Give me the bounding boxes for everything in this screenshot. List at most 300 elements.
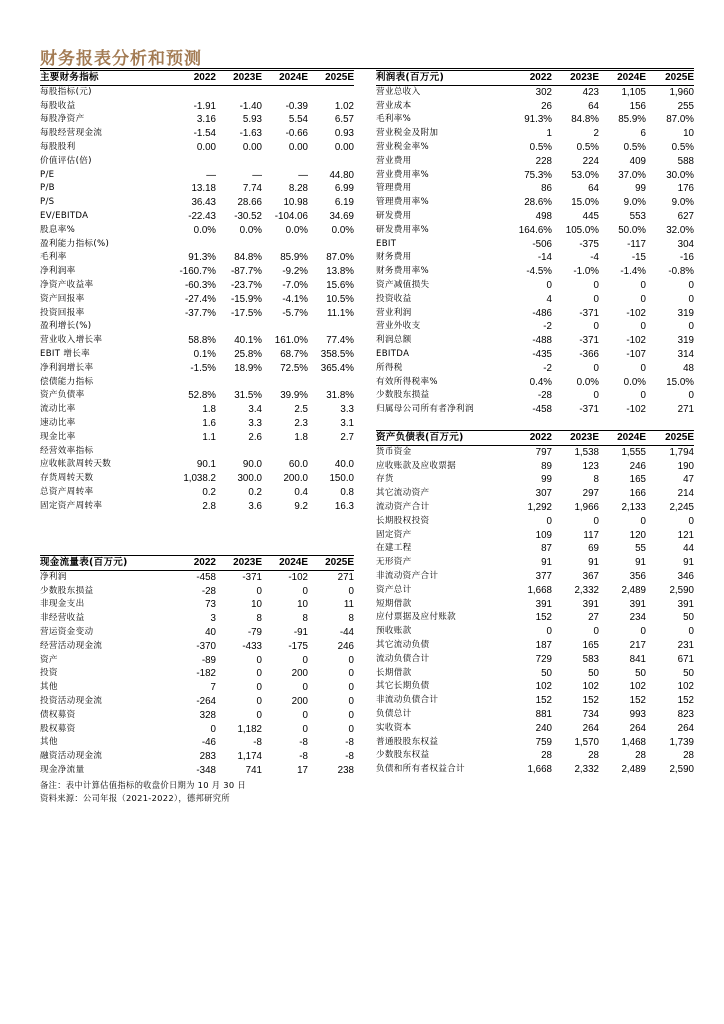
cell-value <box>216 238 262 252</box>
table-row <box>40 348 354 362</box>
table-row <box>40 362 354 376</box>
cell-value: 11.1% <box>326 307 354 319</box>
cell-value: 1.02 <box>334 100 354 112</box>
table-row <box>376 403 694 417</box>
row-label: 净利润增长率 <box>40 362 94 373</box>
cell-value: 50 <box>683 612 694 624</box>
cell-value: 85.9% <box>280 252 308 264</box>
table-row <box>376 251 694 265</box>
cell-value: 64 <box>588 100 599 112</box>
row-label: 流动资产合计 <box>376 501 430 512</box>
cell-value <box>170 155 216 169</box>
table-row <box>376 722 694 736</box>
cell-value: 0.93 <box>334 128 354 140</box>
cell-value: 0 <box>256 654 262 666</box>
cell-value: 0 <box>302 709 308 721</box>
cell-value: 0.00 <box>196 141 216 153</box>
cell-value: 0.00 <box>242 141 262 153</box>
row-label: EBIT <box>376 238 397 249</box>
cell-value: 91 <box>588 557 599 569</box>
table-row <box>40 445 354 459</box>
cell-value: 0 <box>348 585 354 597</box>
cell-value: 164.6% <box>518 224 552 236</box>
cell-value: -16 <box>679 252 694 264</box>
cell-value: 0 <box>302 585 308 597</box>
balance-sheet-table <box>376 430 694 777</box>
cell-value: 391 <box>629 598 646 610</box>
row-label: 营业费用率% <box>376 169 429 180</box>
cell-value: 588 <box>677 155 694 167</box>
cell-value: 121 <box>677 529 694 541</box>
cell-value: 0 <box>688 626 694 638</box>
cell-value: 0 <box>640 515 646 527</box>
cell-value: -30.52 <box>234 210 262 222</box>
row-label: 实收资本 <box>376 722 412 733</box>
table-row <box>376 460 694 474</box>
row-label: 存货周转天数 <box>40 473 94 484</box>
row-label: 其他 <box>40 737 58 748</box>
row-label: 价值评估(倍) <box>40 155 92 166</box>
cell-value: 297 <box>582 488 599 500</box>
cell-value: -370 <box>196 640 216 652</box>
cell-value: 91 <box>541 557 552 569</box>
row-label: 非现金支出 <box>40 599 85 610</box>
row-label: 少数股东损益 <box>376 390 430 401</box>
row-label: 利润总额 <box>376 335 412 346</box>
table-row <box>376 265 694 279</box>
cell-value: 87.0% <box>326 252 354 264</box>
cell-value: 6.99 <box>334 183 354 195</box>
row-label: EV/EBITDA <box>40 210 89 221</box>
cell-value: 0.8 <box>340 486 354 498</box>
cell-value: 377 <box>535 570 552 582</box>
cell-value: -22.43 <box>188 210 216 222</box>
row-label: 资产负债表(百万元) <box>376 431 506 446</box>
cell-value: 28 <box>635 750 646 762</box>
cell-value: 161.0% <box>274 335 308 347</box>
page-title: 财务报表分析和预测 <box>40 49 202 69</box>
cell-value: -9.2% <box>282 266 308 278</box>
table-row <box>40 736 354 750</box>
cell-value: 302 <box>535 86 552 98</box>
table-header <box>40 71 354 86</box>
cell-value: 1,794 <box>669 446 694 458</box>
cell-value: 0 <box>256 585 262 597</box>
table-row <box>376 487 694 501</box>
cell-value: 445 <box>582 210 599 222</box>
cell-value: -1.91 <box>193 100 216 112</box>
cell-value: 89 <box>541 460 552 472</box>
cell-value: 2024E <box>599 431 646 446</box>
table-row <box>376 182 694 196</box>
cell-value: 53.0% <box>571 169 599 181</box>
cell-value <box>308 320 354 334</box>
cell-value: 200 <box>291 668 308 680</box>
cell-value: 841 <box>629 653 646 665</box>
cell-value: — <box>206 169 216 181</box>
table-row <box>376 736 694 750</box>
table-row <box>40 376 354 390</box>
cell-value: 823 <box>677 708 694 720</box>
cell-value: 1,105 <box>621 86 646 98</box>
cell-value: — <box>298 169 308 181</box>
cell-value: 3.4 <box>248 404 262 416</box>
cell-value: 9.2 <box>294 500 308 512</box>
cell-value: 0 <box>546 626 552 638</box>
cell-value: 91.3% <box>188 252 216 264</box>
cell-value: -79 <box>247 626 262 638</box>
cash-flow-table <box>40 555 354 778</box>
row-label: 管理费用 <box>376 183 412 194</box>
data-source-note: 资料来源：公司年报（2021-2022），德邦研究所 <box>40 792 230 803</box>
cell-value: 1,538 <box>574 446 599 458</box>
cell-value: 87.0% <box>666 114 694 126</box>
cell-value: 3.3 <box>340 404 354 416</box>
row-label: 主要财务指标 <box>40 71 170 86</box>
cell-value: — <box>252 169 262 181</box>
cell-value: 8.28 <box>288 183 308 195</box>
table-row <box>40 585 354 599</box>
cell-value: -1.63 <box>239 128 262 140</box>
cell-value: 314 <box>677 348 694 360</box>
cell-value: -117 <box>627 238 646 250</box>
cell-value: 176 <box>677 183 694 195</box>
cell-value: -433 <box>242 640 262 652</box>
row-label: P/E <box>40 169 55 180</box>
row-label: 偿债能力指标 <box>40 376 94 387</box>
table-row <box>40 695 354 709</box>
row-label: 负债总计 <box>376 708 412 719</box>
cell-value: 1,966 <box>574 501 599 513</box>
table-row <box>40 389 354 403</box>
cell-value: 52.8% <box>188 390 216 402</box>
cell-value: 10 <box>251 599 262 611</box>
table-row <box>40 141 354 155</box>
cell-value: 109 <box>535 529 552 541</box>
cell-value: 165 <box>582 639 599 651</box>
cell-value: 0 <box>688 279 694 291</box>
table-row <box>376 556 694 570</box>
table-row <box>40 458 354 472</box>
table-row <box>376 445 694 459</box>
row-label: 财务费用 <box>376 252 412 263</box>
row-label: 股息率% <box>40 224 76 235</box>
cell-value: 2022 <box>170 71 216 86</box>
table-header <box>376 71 694 86</box>
row-label: 毛利率% <box>376 114 412 125</box>
row-label: P/B <box>40 183 55 194</box>
cell-value: -104.06 <box>274 210 308 222</box>
cell-value: -46 <box>201 737 216 749</box>
cell-value: 69 <box>588 543 599 555</box>
row-label: 每股指标(元) <box>40 86 92 97</box>
cell-value: -506 <box>532 238 552 250</box>
cell-value: -8 <box>345 751 354 763</box>
cell-value: 0 <box>688 515 694 527</box>
cell-value: 234 <box>629 612 646 624</box>
cell-value: 283 <box>199 751 216 763</box>
table-row <box>376 694 694 708</box>
cell-value: -89 <box>201 654 216 666</box>
cell-value <box>308 376 354 390</box>
row-label: 盈利能力指标(%) <box>40 238 110 249</box>
cell-value: 91.3% <box>524 114 552 126</box>
table-row <box>376 113 694 127</box>
cell-value: -175 <box>288 640 308 652</box>
cell-value: -5.7% <box>282 307 308 319</box>
table-row <box>40 224 354 238</box>
cell-value: 0.5% <box>623 141 646 153</box>
table-row <box>376 749 694 763</box>
cell-value: 31.5% <box>234 390 262 402</box>
row-label: 资产 <box>40 654 58 665</box>
cell-value: 2 <box>593 128 599 140</box>
cell-value: 0 <box>256 709 262 721</box>
row-label: 流动负债合计 <box>376 653 430 664</box>
cell-value: 48 <box>683 362 694 374</box>
table-row <box>376 542 694 556</box>
cell-value: 8 <box>256 613 262 625</box>
row-label: 现金比率 <box>40 431 76 442</box>
cell-value: 15.0% <box>571 197 599 209</box>
row-label: 资产减值损失 <box>376 279 430 290</box>
cell-value: 91 <box>683 557 694 569</box>
table-row <box>376 238 694 252</box>
cell-value: 2,245 <box>669 501 694 513</box>
cell-value: 8 <box>593 474 599 486</box>
row-label: 非流动负债合计 <box>376 695 439 706</box>
cell-value: -0.39 <box>285 100 308 112</box>
row-label: 应收账款及应收票据 <box>376 460 457 471</box>
cell-value: 90.0 <box>242 459 262 471</box>
row-label: 无形资产 <box>376 557 412 568</box>
cell-value: 1,182 <box>237 723 262 735</box>
cell-value: 0.2 <box>202 486 216 498</box>
row-label: 经营活动现金流 <box>40 640 103 651</box>
cell-value: 50 <box>635 667 646 679</box>
table-row <box>376 224 694 238</box>
cell-value: 2,133 <box>621 501 646 513</box>
table-row <box>376 320 694 334</box>
table-row <box>40 251 354 265</box>
table-row <box>376 376 694 390</box>
row-label: 在建工程 <box>376 543 412 554</box>
cell-value: 346 <box>677 570 694 582</box>
cell-value: 2,489 <box>621 584 646 596</box>
valuation-date-note: 备注：表中计算估值指标的收盘价日期为 10 月 30 日 <box>40 780 247 790</box>
cell-value: 5.54 <box>288 114 308 126</box>
row-label: 非经营收益 <box>40 613 85 624</box>
cell-value: 0.0% <box>331 224 354 236</box>
cell-value: 0 <box>593 279 599 291</box>
table-row <box>376 141 694 155</box>
cell-value: 2.3 <box>294 417 308 429</box>
row-label: EBITDA <box>376 348 410 359</box>
row-label: P/S <box>40 197 55 208</box>
cell-value: -182 <box>196 668 216 680</box>
cell-value: 304 <box>677 238 694 250</box>
row-label: 现金净流量 <box>40 764 85 775</box>
cell-value: 25.8% <box>234 348 262 360</box>
cell-value <box>308 85 354 99</box>
cell-value: 0 <box>348 709 354 721</box>
cell-value: 9.0% <box>671 197 694 209</box>
cell-value: 358.5% <box>320 348 354 360</box>
cell-value: 73 <box>205 599 216 611</box>
cell-value: 0.0% <box>285 224 308 236</box>
cell-value: 44.80 <box>329 169 354 181</box>
cell-value: 50 <box>588 667 599 679</box>
cell-value <box>170 85 216 99</box>
cell-value: 627 <box>677 210 694 222</box>
cell-value: 0 <box>640 626 646 638</box>
cell-value: 2022 <box>506 431 552 446</box>
cell-value: 152 <box>629 695 646 707</box>
table-row <box>376 307 694 321</box>
cell-value: 26 <box>541 100 552 112</box>
cell-value: 0 <box>302 654 308 666</box>
cell-value: 300.0 <box>237 473 262 485</box>
row-label: 货币资金 <box>376 446 412 457</box>
cell-value: 741 <box>245 764 262 776</box>
cell-value: 37.0% <box>618 169 646 181</box>
table-row <box>40 472 354 486</box>
cell-value: 102 <box>535 681 552 693</box>
cell-value: -486 <box>532 307 552 319</box>
cell-value: 11 <box>343 599 354 611</box>
cell-value: 264 <box>677 722 694 734</box>
cell-value: 1,668 <box>527 764 552 776</box>
table-row <box>376 570 694 584</box>
table-row <box>376 625 694 639</box>
cell-value: 391 <box>677 598 694 610</box>
cell-value: 0 <box>688 321 694 333</box>
cell-value: 28.66 <box>237 197 262 209</box>
table-row <box>40 640 354 654</box>
row-label: 其它流动资产 <box>376 488 430 499</box>
cell-value: 1,739 <box>669 736 694 748</box>
cell-value: -60.3% <box>184 279 216 291</box>
row-label: 研发费用 <box>376 210 412 221</box>
cell-value: -15.9% <box>230 293 262 305</box>
table-row <box>40 279 354 293</box>
table-row <box>40 570 354 584</box>
cell-value: 75.3% <box>524 169 552 181</box>
table-row <box>40 626 354 640</box>
cell-value: -8 <box>299 737 308 749</box>
cell-value: 319 <box>677 307 694 319</box>
cell-value: 0.0% <box>576 376 599 388</box>
cell-value: 40.0 <box>334 459 354 471</box>
cell-value: -1.40 <box>239 100 262 112</box>
row-label: 管理费用率% <box>376 197 429 208</box>
cell-value: 0.2 <box>248 486 262 498</box>
cell-value: 10 <box>297 599 308 611</box>
cell-value: 1,174 <box>237 751 262 763</box>
row-label: 营业税金率% <box>376 141 429 152</box>
cell-value: 0 <box>256 682 262 694</box>
cell-value: -87.7% <box>230 266 262 278</box>
cell-value: -37.7% <box>184 307 216 319</box>
cell-value: -102 <box>626 307 646 319</box>
cell-value: 28 <box>541 750 552 762</box>
cell-value: 0 <box>348 668 354 680</box>
cell-value: 152 <box>535 695 552 707</box>
row-label: 股权募资 <box>40 723 76 734</box>
row-label: 投资回报率 <box>40 307 85 318</box>
table-row <box>40 85 354 99</box>
cell-value: 0 <box>302 723 308 735</box>
cell-value: 123 <box>582 460 599 472</box>
cell-value: -17.5% <box>230 307 262 319</box>
row-label: 净利润率 <box>40 266 76 277</box>
cell-value: -1.54 <box>193 128 216 140</box>
cell-value: -14 <box>537 252 552 264</box>
table-row <box>376 680 694 694</box>
row-label: 每股净资产 <box>40 114 85 125</box>
cell-value: 55 <box>635 543 646 555</box>
cell-value: 2024E <box>262 556 308 571</box>
table-row <box>376 85 694 99</box>
cell-value: 200 <box>291 695 308 707</box>
table-row <box>376 100 694 114</box>
cell-value: 1.6 <box>202 417 216 429</box>
cell-value: 190 <box>677 460 694 472</box>
cell-value: 797 <box>535 446 552 458</box>
cell-value: 0.1% <box>193 348 216 360</box>
cell-value: 102 <box>629 681 646 693</box>
cell-value: 3.6 <box>248 500 262 512</box>
cell-value: -91 <box>293 626 308 638</box>
cell-value: 6 <box>640 128 646 140</box>
cell-value: 328 <box>199 709 216 721</box>
cell-value: 102 <box>677 681 694 693</box>
row-label: 负债和所有者权益合计 <box>376 764 465 775</box>
table-row <box>40 598 354 612</box>
cell-value: 87 <box>541 543 552 555</box>
table-row <box>376 653 694 667</box>
cell-value: 64 <box>588 183 599 195</box>
cell-value: 120 <box>629 529 646 541</box>
cell-value: 6.19 <box>334 197 354 209</box>
cell-value: 68.7% <box>280 348 308 360</box>
cell-value: 2,590 <box>669 764 694 776</box>
table-row <box>40 265 354 279</box>
cell-value: 84.8% <box>571 114 599 126</box>
row-label: 营业总收入 <box>376 86 421 97</box>
cell-value: 2023E <box>216 556 262 571</box>
cell-value: 16.3 <box>334 500 354 512</box>
cell-value: -44 <box>339 626 354 638</box>
cell-value <box>262 85 308 99</box>
cell-value <box>308 155 354 169</box>
cell-value: 84.8% <box>234 252 262 264</box>
cell-value <box>170 445 216 459</box>
row-label: 资产回报率 <box>40 293 85 304</box>
cell-value: -28 <box>537 390 552 402</box>
cell-value: -1.0% <box>573 266 599 278</box>
cell-value: 264 <box>582 722 599 734</box>
cell-value: 583 <box>582 653 599 665</box>
cell-value: 50.0% <box>618 224 646 236</box>
row-label: 盈利增长(%) <box>40 321 92 332</box>
table-row <box>376 639 694 653</box>
cell-value: 17 <box>297 764 308 776</box>
income-statement-table <box>376 70 694 417</box>
cell-value: 231 <box>677 639 694 651</box>
table-row <box>40 169 354 183</box>
cell-value: 150.0 <box>329 473 354 485</box>
